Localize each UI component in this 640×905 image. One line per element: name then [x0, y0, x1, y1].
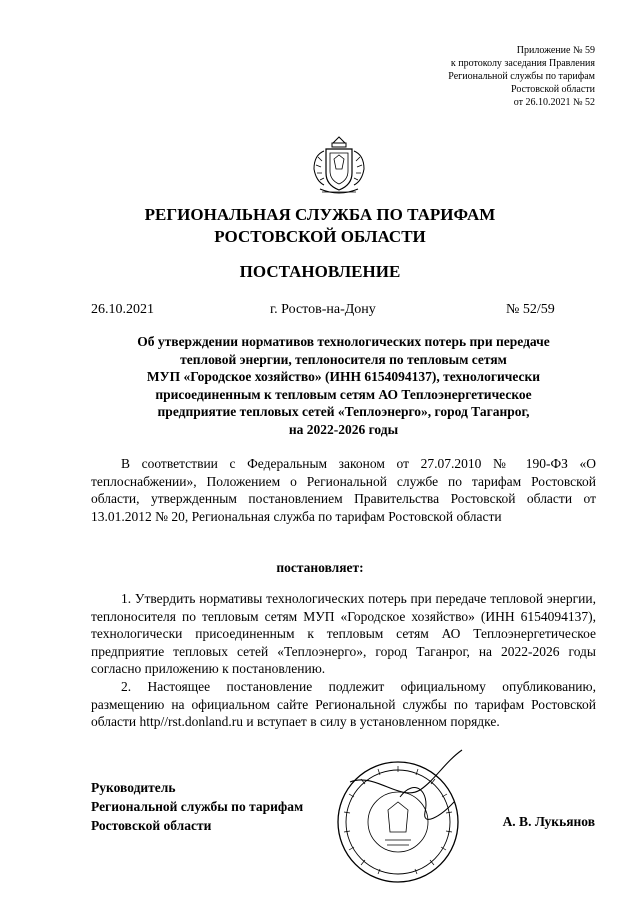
subject-line: предприятие тепловых сетей «Теплоэнерго», город Таганрог, [157, 404, 530, 419]
preamble-paragraph: В соответствии с Федеральным законом от 27.07.2010 № 190-ФЗ «О теплоснабжении», Положением о Региональной службе по тарифам Ростовской области, утвержденным постановлением Правительства Ростовской области от 13.01.2012 № 20, Региональная служба по тарифам Ростовской области [91, 456, 596, 524]
annex-note [448, 44, 595, 109]
document-date: 26.10.2021 [91, 302, 154, 317]
signer-name: А. В. Лукьянов [502, 814, 595, 829]
document-place: г. Ростов-на-Дону [270, 302, 376, 317]
coat-of-arms-icon [308, 135, 370, 197]
resolution-item: 2. Настоящее постановление подлежит официальному опубликованию, размещению на официальном сайте Региональной службы по тарифам Ростовской области http//rst.donland.ru и вступает в силу в установленном порядке. [91, 679, 596, 729]
org-line: РОСТОВСКОЙ ОБЛАСТИ [214, 227, 426, 246]
annex-line: от 26.10.2021 № 52 [513, 97, 595, 108]
subject-line: на 2022-2026 годы [288, 421, 399, 437]
signer-title-line: Ростовской области [91, 818, 212, 833]
signer-title-line: Региональной службы по тарифам [91, 799, 304, 814]
annex-line: Ростовской области [511, 84, 595, 95]
annex-line: к протоколу заседания Правления [450, 58, 595, 69]
official-seal-icon [330, 742, 470, 892]
document-subject [91, 333, 596, 438]
signer-title [91, 778, 303, 835]
annex-line: Приложение № 59 [516, 45, 595, 56]
subject-line: Об утверждении нормативов технологических потерь при передаче [137, 334, 550, 349]
org-line: РЕГИОНАЛЬНАЯ СЛУЖБА ПО ТАРИФАМ [144, 205, 496, 224]
subject-line: присоединенным к тепловым сетям АО Теплоэнергетическое [155, 386, 532, 402]
subject-line: МУП «Городское хозяйство» (ИНН 6154094137), технологически [146, 369, 541, 384]
organization-name [0, 204, 640, 248]
resolution-item: 1. Утвердить нормативы технологических потерь при передаче тепловой энергии, теплоносителя по тепловым сетям МУП «Городское хозяйство» (ИНН 6154094137), технологически присоединенным к тепловым сетям АО Теплоэнергетическое предприятие тепловых сетей «Теплоэнерго», город Таганрог, на 2022-2026 годы согласно приложению к постановлению. [91, 591, 596, 676]
signer-title-line: Руководитель [91, 780, 176, 795]
resolves-heading: постановляет: [276, 560, 364, 575]
annex-line: Региональной службы по тарифам [448, 71, 595, 82]
document-number: № 52/59 [506, 302, 555, 317]
document-type: ПОСТАНОВЛЕНИЕ [239, 262, 401, 281]
subject-line: тепловой энергии, теплоносителя по тепловым сетям [180, 351, 507, 367]
